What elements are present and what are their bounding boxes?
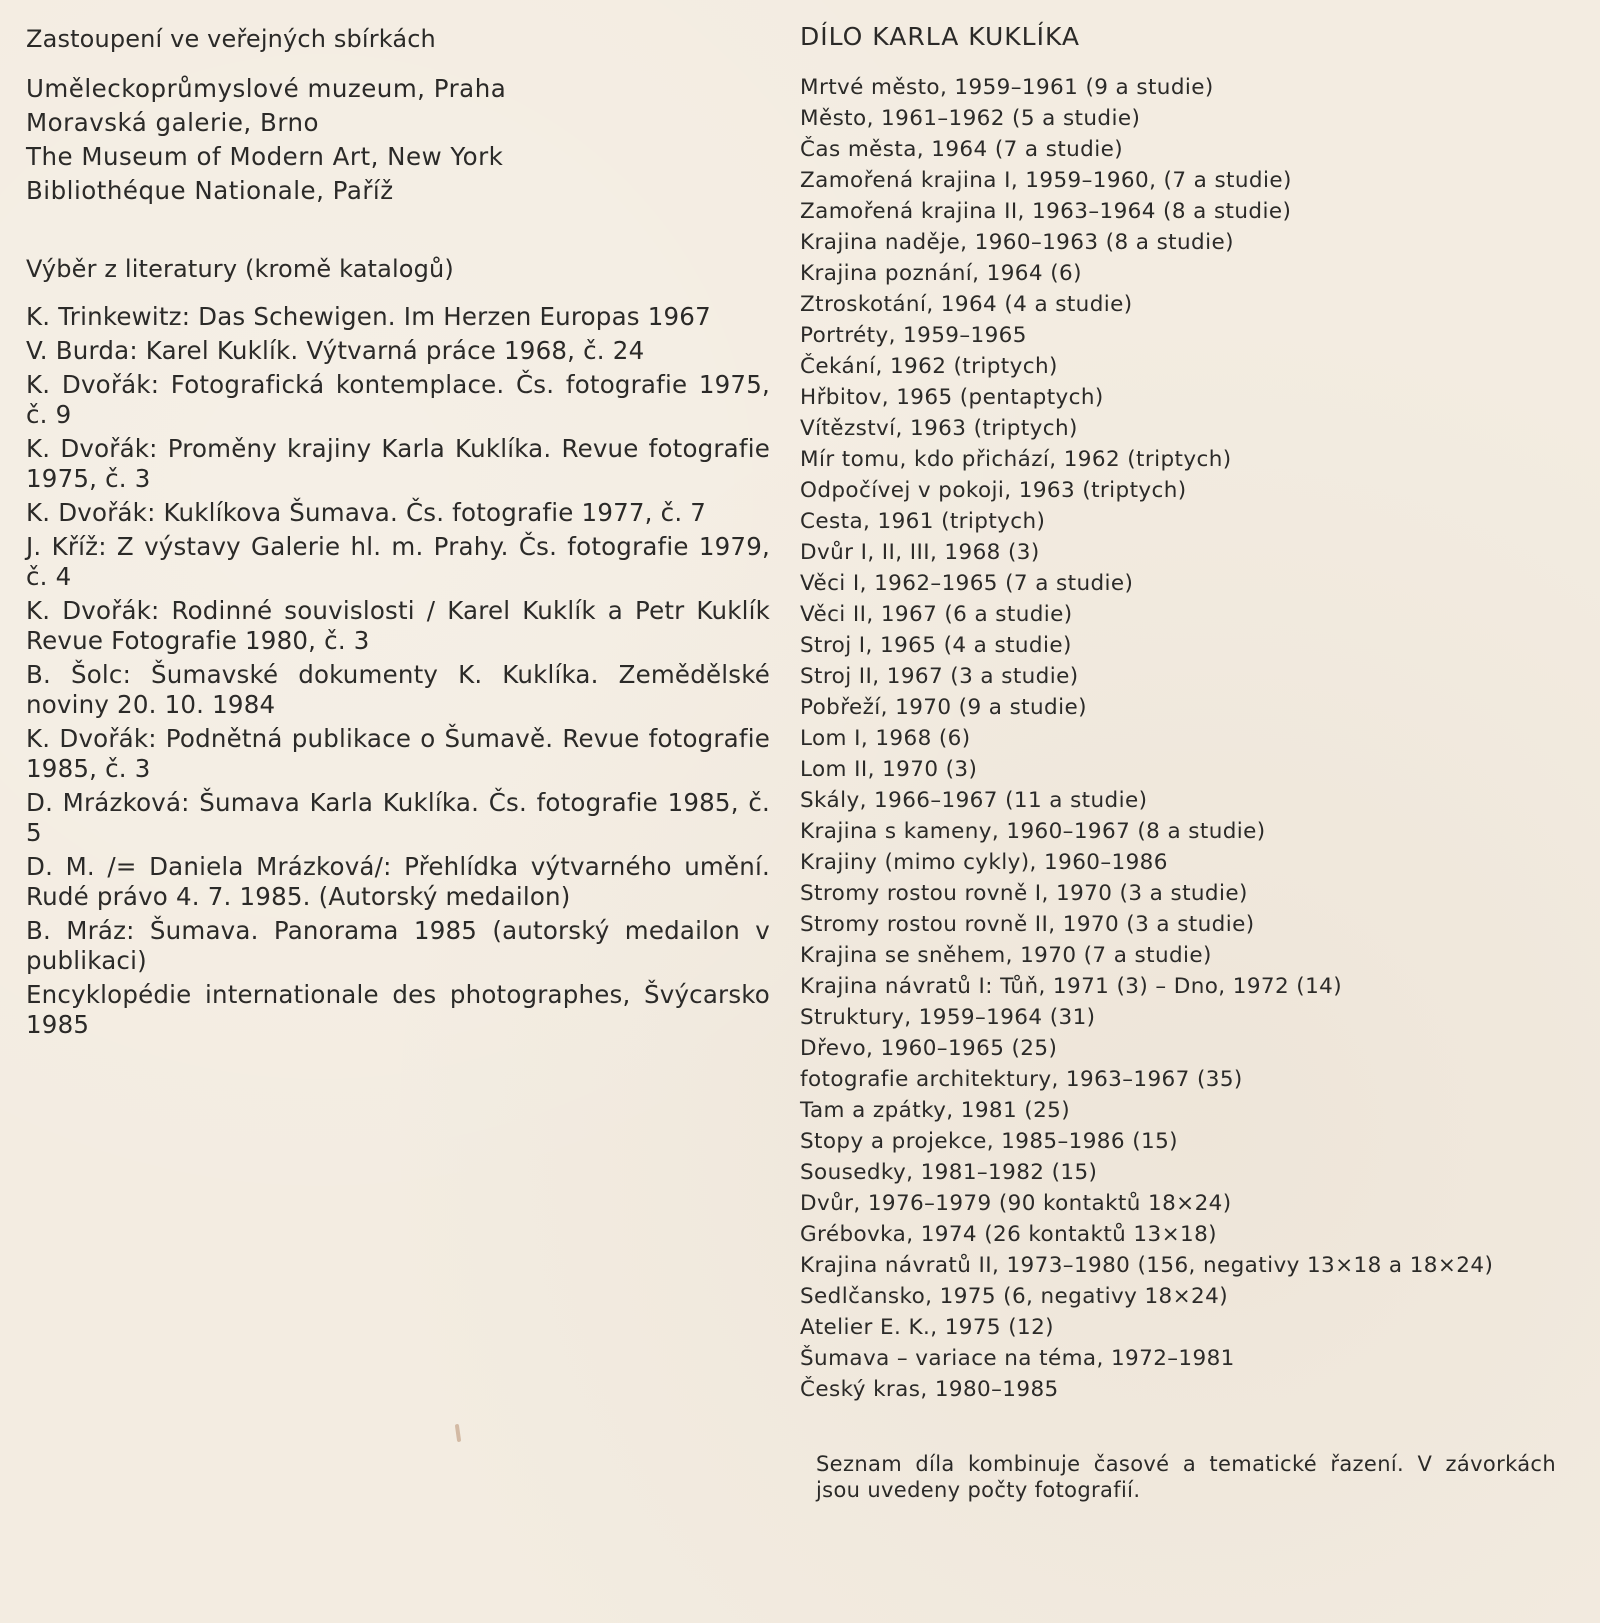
work-item: Sousedky, 1981–1982 (15) xyxy=(800,1160,1098,1185)
work-item: Dřevo, 1960–1965 (25) xyxy=(800,1036,1058,1061)
literature-item: K. Trinkewitz: Das Schewigen. Im Herzen Europas 1967 xyxy=(26,302,711,331)
work-item: Mír tomu, kdo přichází, 1962 (triptych) xyxy=(800,447,1232,472)
literature-item: K. Dvořák: Proměny krajiny Karla Kuklíka. Revue fotografie 1975, č. 3 xyxy=(26,434,770,493)
collection-item: Moravská galerie, Brno xyxy=(26,108,319,137)
left-column xyxy=(26,22,786,1044)
work-item: Město, 1961–1962 (5 a studie) xyxy=(800,106,1141,131)
work-item: Čekání, 1962 (triptych) xyxy=(800,354,1058,379)
work-item: Stroj I, 1965 (4 a studie) xyxy=(800,633,1072,658)
collections-heading: Zastoupení ve veřejných sbírkách xyxy=(26,25,436,53)
work-item: Stromy rostou rovně I, 1970 (3 a studie) xyxy=(800,881,1248,906)
work-item: Krajina poznání, 1964 (6) xyxy=(800,261,1082,286)
literature-item: D. M. /= Daniela Mrázková/: Přehlídka výtvarného umění. Rudé právo 4. 7. 1985. (Autorský medailon) xyxy=(26,852,770,911)
work-item: Stroj II, 1967 (3 a studie) xyxy=(800,664,1079,689)
work-item: Český kras, 1980–1985 xyxy=(800,1377,1059,1402)
literature-list xyxy=(26,302,770,1040)
work-item: Lom I, 1968 (6) xyxy=(800,726,971,751)
work-item: Odpočívej v pokoji, 1963 (triptych) xyxy=(800,478,1187,503)
work-item: Vítězství, 1963 (triptych) xyxy=(800,416,1078,441)
work-item: Zamořená krajina I, 1959–1960, (7 a studie) xyxy=(800,168,1292,193)
work-item: Dvůr, 1976–1979 (90 kontaktů 18×24) xyxy=(800,1191,1232,1216)
literature-item: Encyklopédie internationale des photographes, Švýcarsko 1985 xyxy=(26,980,770,1039)
literature-item: K. Dvořák: Podnětná publikace o Šumavě. Revue fotografie 1985, č. 3 xyxy=(26,724,770,783)
literature-item: K. Dvořák: Fotografická kontemplace. Čs. fotografie 1975, č. 9 xyxy=(26,370,770,429)
right-column xyxy=(800,20,1560,1405)
work-item: Čas města, 1964 (7 a studie) xyxy=(800,137,1124,162)
works-list xyxy=(800,72,1560,1405)
literature-item: J. Kříž: Z výstavy Galerie hl. m. Prahy. Čs. fotografie 1979, č. 4 xyxy=(26,532,770,591)
literature-heading: Výběr z literatury (kromě katalogů) xyxy=(26,255,454,283)
work-item: Dvůr I, II, III, 1968 (3) xyxy=(800,540,1040,565)
work-item: Skály, 1966–1967 (11 a studie) xyxy=(800,788,1148,813)
work-item: Zamořená krajina II, 1963–1964 (8 a studie) xyxy=(800,199,1292,224)
work-item: Krajina se sněhem, 1970 (7 a studie) xyxy=(800,943,1212,968)
work-item: Ztroskotání, 1964 (4 a studie) xyxy=(800,292,1133,317)
collection-item: Bibliothéque Nationale, Paříž xyxy=(26,176,394,205)
work-item: Krajina naděje, 1960–1963 (8 a studie) xyxy=(800,230,1234,255)
work-item: Stromy rostou rovně II, 1970 (3 a studie) xyxy=(800,912,1255,937)
literature-item: B. Šolc: Šumavské dokumenty K. Kuklíka. Zemědělské noviny 20. 10. 1984 xyxy=(26,660,770,719)
work-item: Portréty, 1959–1965 xyxy=(800,323,1027,348)
work-item: Šumava – variace na téma, 1972–1981 xyxy=(800,1346,1235,1371)
literature-item: K. Dvořák: Rodinné souvislosti / Karel Kuklík a Petr Kuklík Revue Fotografie 1980, č. 3 xyxy=(26,596,770,655)
work-item: Pobřeží, 1970 (9 a studie) xyxy=(800,695,1087,720)
work-item: Mrtvé město, 1959–1961 (9 a studie) xyxy=(800,75,1214,100)
work-item: Grébovka, 1974 (26 kontaktů 13×18) xyxy=(800,1222,1217,1247)
work-item: Krajiny (mimo cykly), 1960–1986 xyxy=(800,850,1168,875)
works-note: Seznam díla kombinuje časové a tematické řazení. V závorkách jsou uvedeny počty fotografií. xyxy=(816,1452,1556,1502)
work-item: Krajina návratů I: Tůň, 1971 (3) – Dno, 1972 (14) xyxy=(800,974,1343,999)
work-item: Stopy a projekce, 1985–1986 (15) xyxy=(800,1129,1178,1154)
work-item: Lom II, 1970 (3) xyxy=(800,757,978,782)
work-item: Tam a zpátky, 1981 (25) xyxy=(800,1098,1071,1123)
work-item: Krajina návratů II, 1973–1980 (156, negativy 13×18 a 18×24) xyxy=(800,1253,1494,1278)
work-item: Sedlčansko, 1975 (6, negativy 18×24) xyxy=(800,1284,1228,1309)
literature-item: K. Dvořák: Kuklíkova Šumava. Čs. fotografie 1977, č. 7 xyxy=(26,498,707,527)
literature-item: B. Mráz: Šumava. Panorama 1985 (autorský medailon v publikaci) xyxy=(26,916,770,975)
literature-item: V. Burda: Karel Kuklík. Výtvarná práce 1968, č. 24 xyxy=(26,336,645,365)
work-item: Krajina s kameny, 1960–1967 (8 a studie) xyxy=(800,819,1266,844)
collections-list xyxy=(26,72,786,208)
work-item: Atelier E. K., 1975 (12) xyxy=(800,1315,1054,1340)
work-item: Cesta, 1961 (triptych) xyxy=(800,509,1046,534)
work-item: Hřbitov, 1965 (pentaptych) xyxy=(800,385,1104,410)
work-item: Struktury, 1959–1964 (31) xyxy=(800,1005,1096,1030)
work-item: Věci I, 1962–1965 (7 a studie) xyxy=(800,571,1134,596)
work-item: Věci II, 1967 (6 a studie) xyxy=(800,602,1073,627)
works-heading: DÍLO KARLA KUKLÍKA xyxy=(800,22,1081,51)
collection-item: Uměleckoprůmyslové muzeum, Praha xyxy=(26,74,507,103)
work-item: fotografie architektury, 1963–1967 (35) xyxy=(800,1067,1243,1092)
collection-item: The Museum of Modern Art, New York xyxy=(26,142,504,171)
literature-item: D. Mrázková: Šumava Karla Kuklíka. Čs. fotografie 1985, č. 5 xyxy=(26,788,770,847)
paper-mark xyxy=(455,1424,461,1442)
